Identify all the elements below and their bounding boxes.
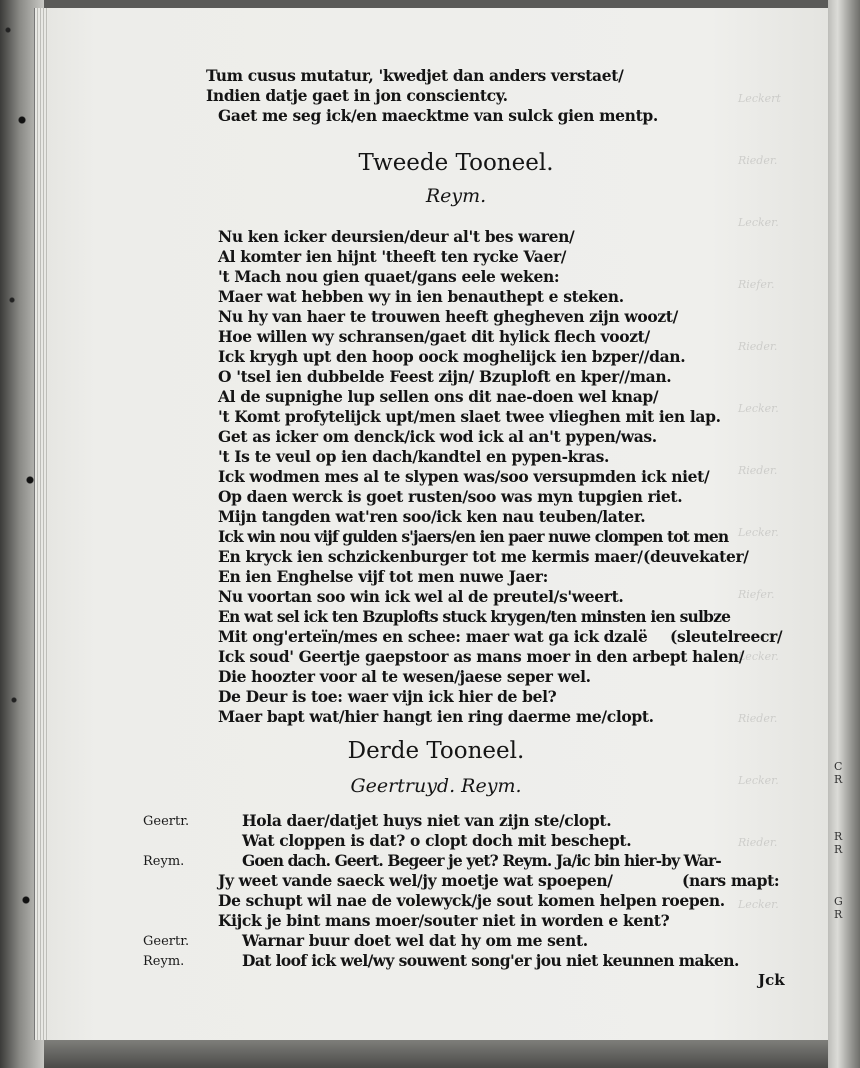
top-line: Gaet me seg ick/en maecktme van sulck gien mentp. [218, 106, 658, 125]
speaker-name: Reym. [143, 854, 185, 869]
dialogue-line: Goen dach. Geert. Begeer je yet? Reym. Ja/ic bin hier-by War- [242, 851, 721, 870]
verse-line: De Deur is toe: waer vijn ick hier de bel? [218, 687, 557, 706]
verse-line: 't Mach nou gien quaet/gans eele weken: [218, 267, 560, 286]
speaker-name: Geertr. [143, 814, 190, 829]
dialogue-line: Jy weet vande saeck wel/jy moetje wat spoepen/ [218, 871, 613, 890]
verse-line: Ick win nou vijf gulden s'jaers/en ien paer nuwe clompen tot men [218, 527, 729, 546]
scene-title-2: Tweede Tooneel. [358, 150, 554, 176]
top-line: Indien datje gaet in jon conscientcy. [206, 86, 508, 105]
verse-line: Al de supnighe lup sellen ons dit nae-doen wel knap/ [218, 387, 659, 406]
bleed-through-text: Leckert Rieder. Lecker. Riefer. Rieder. Lecker. Rieder. Lecker. Riefer. Lecker. Rieder. Lecker. Rieder. Lecker. [738, 92, 781, 911]
verse-line: Die hoozter voor al te wesen/jaese seper wel. [218, 667, 591, 686]
verse-line: Maer bapt wat/hier hangt ien ring daerme me/clopt. [218, 707, 654, 726]
verse-line: En ien Enghelse vijf tot men nuwe Jaer: [218, 567, 548, 586]
verse-line: Nu hy van haer te trouwen heeft ghegheven zijn woozt/ [218, 307, 678, 326]
catchword: Jck [758, 971, 785, 989]
verse-line: 't Komt profytelijck upt/men slaet twee vlieghen mit ien lap. [218, 407, 721, 426]
verse-line: Get as icker om denck/ick wod ick al an't pypen/was. [218, 427, 657, 446]
speaker-name: Geertr. [143, 934, 190, 949]
verse-line: Ick krygh upt den hoop oock moghelijck ien bzper//dan. [218, 347, 686, 366]
scene-speakers-3: Geertruyd. Reym. [350, 775, 522, 797]
verse-line: Mit ong'erteïn/mes en schee: maer wat ga ick dzalë [218, 627, 648, 646]
verse-line: Op daen werck is goet rusten/soo was myn tupgien riet. [218, 487, 683, 506]
verse-line: Hoe willen wy schransen/gaet dit hylick flech voozt/ [218, 327, 650, 346]
verse-line: Ick soud' Geertje gaepstoor as mans moer in den arbept halen/ [218, 647, 745, 666]
verse-line: En kryck ien schzickenburger tot me kermis maer/ [218, 547, 643, 566]
side-note: (deuvekater/ [643, 547, 749, 566]
verse-line: Nu voortan soo win ick wel al de preutel/s'weert. [218, 587, 624, 606]
side-note: (sleutelreecr/ [670, 627, 783, 646]
top-line: Tum cusus mutatur, 'kwedjet dan anders verstaet/ [206, 66, 624, 85]
scan-bottom-edge [44, 1040, 828, 1068]
next-page-edge: C R R R G R [828, 0, 860, 1068]
verse-line: Mijn tangden wat'ren soo/ick ken nau teuben/later. [218, 507, 646, 526]
side-note: (nars mapt: [682, 871, 780, 890]
speaker-name: Reym. [143, 954, 185, 969]
dialogue-line: De schupt wil nae de volewyck/je sout komen helpen roepen. [218, 891, 725, 910]
dialogue-line: Dat loof ick wel/wy souwent song'er jou niet keunnen maken. [242, 951, 739, 970]
dialogue-line: Warnar buur doet wel dat hy om me sent. [242, 931, 588, 950]
scene-speaker-2: Reym. [425, 185, 487, 207]
verse-line: En wat sel ick ten Bzuplofts stuck krygen/ten minsten ien sulbze [218, 607, 731, 626]
dialogue-line: Hola daer/datjet huys niet van zijn ste/clopt. [242, 811, 612, 830]
verse-line: O 'tsel ien dubbelde Feest zijn/ Bzuploft en kper//man. [218, 367, 672, 386]
page-text [48, 8, 828, 1040]
dialogue-line: Kijck je bint mans moer/souter niet in worden e kent? [218, 911, 670, 930]
scene-title-3: Derde Tooneel. [347, 738, 525, 764]
verse-line: Al komter ien hijnt 'theeft ten rycke Vaer/ [218, 247, 567, 266]
verse-line: Ick wodmen mes al te slypen was/soo versupmden ick niet/ [218, 467, 710, 486]
verse-line: Nu ken icker deursien/deur al't bes waren/ [218, 227, 575, 246]
book-page [48, 8, 828, 1040]
verse-line: Maer wat hebben wy in ien benauthept e steken. [218, 287, 624, 306]
verse-line: 't Is te veul op ien dach/kandtel en pypen-kras. [218, 447, 609, 466]
dialogue-line: Wat cloppen is dat? o clopt doch mit beschept. [242, 831, 632, 850]
